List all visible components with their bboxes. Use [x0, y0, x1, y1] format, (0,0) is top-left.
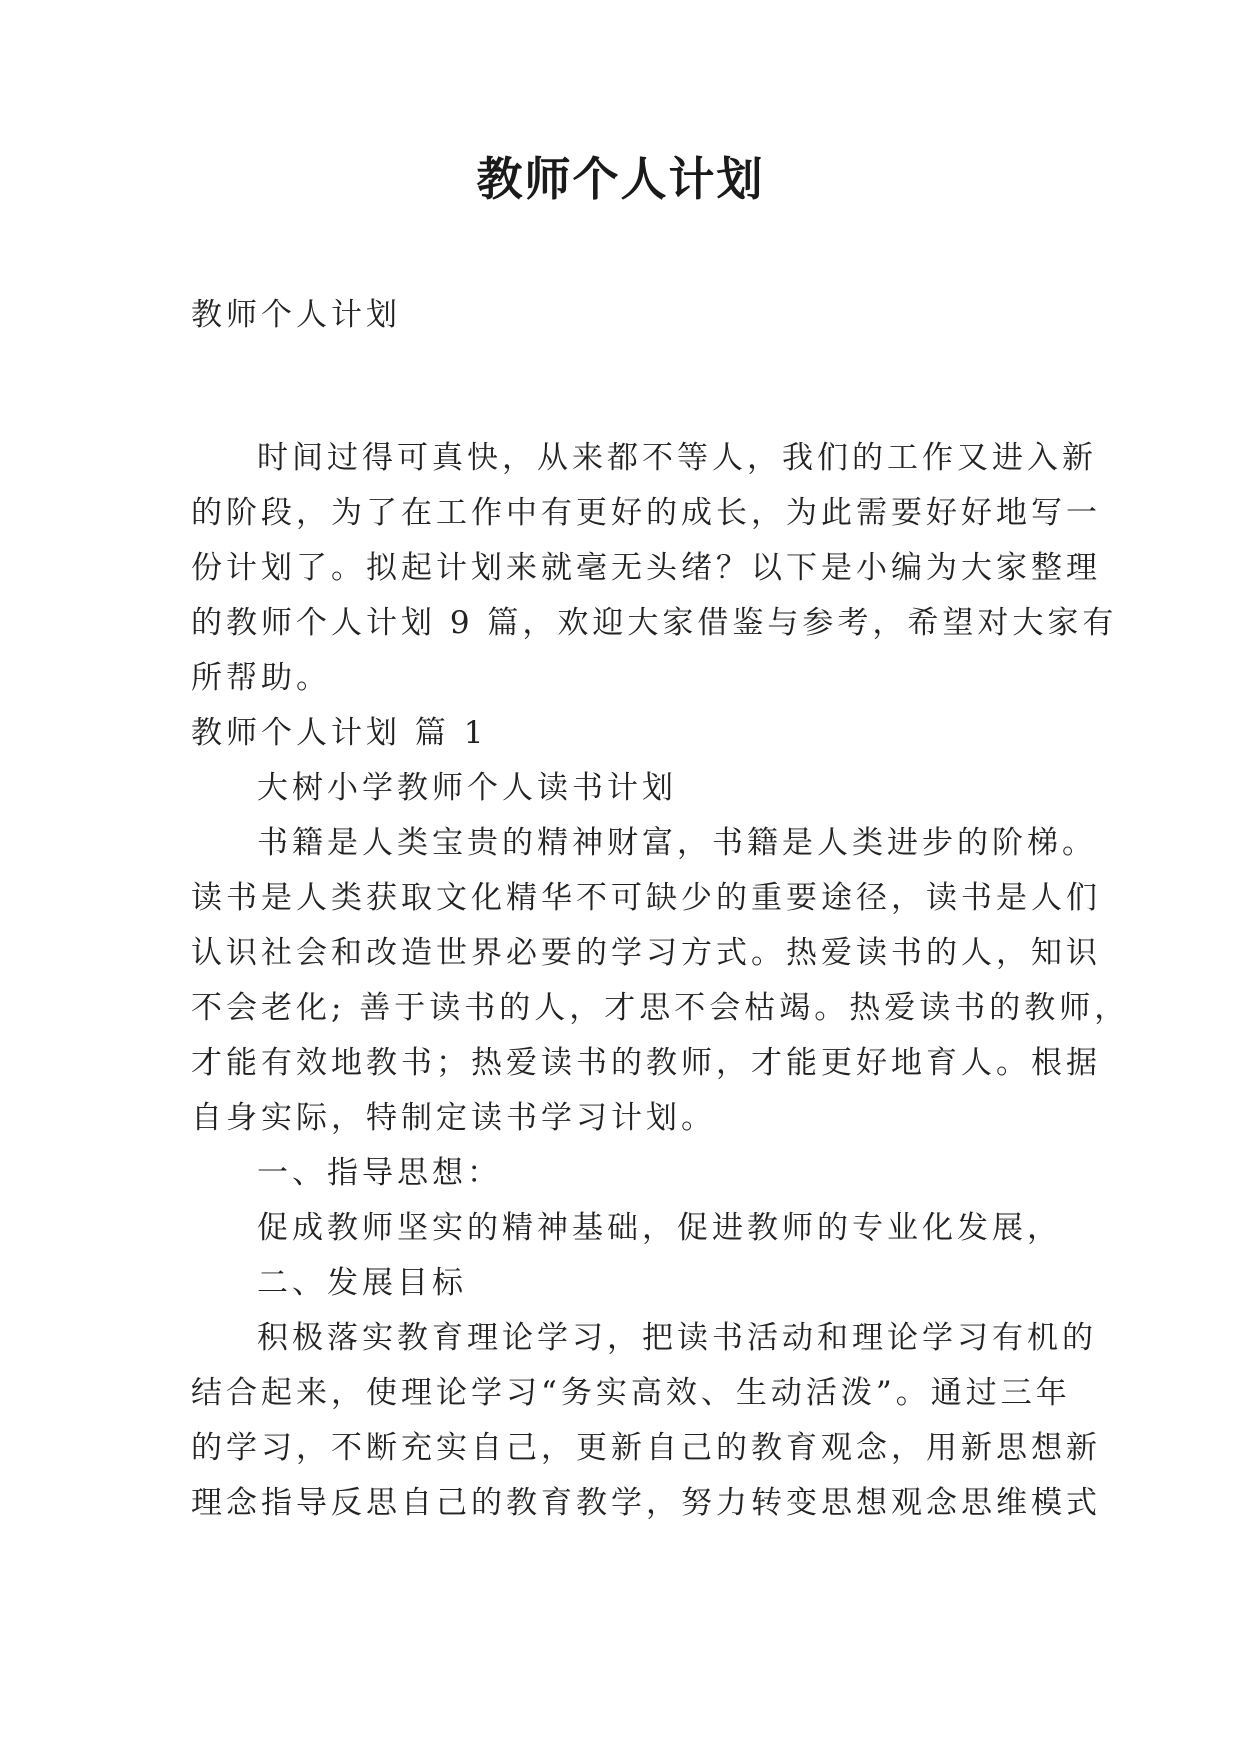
- document-body: [191, 288, 1130, 1531]
- section-heading: 教师个人计划 篇 1: [191, 715, 488, 751]
- reading-paragraph: [191, 816, 1130, 1146]
- paragraph-line: 不会老化; 善于读书的人，才思不会枯竭。热爱读书的教师，: [191, 990, 1130, 1026]
- paragraph-line: 结合起来，使理论学习“务实高效、生动活泼”。通过三年: [191, 1375, 1071, 1411]
- paragraph-line: 的学习，不断充实自己，更新自己的教育观念，用新思想新: [191, 1430, 1101, 1466]
- document-subtitle: 教师个人计划: [191, 297, 401, 333]
- paragraph-line: 才能有效地教书；热爱读书的教师，才能更好地育人。根据: [191, 1045, 1101, 1081]
- guiding-thought-text: 促成教师坚实的精神基础，促进教师的专业化发展，: [257, 1210, 1062, 1246]
- document-title: 教师个人计划: [476, 152, 765, 206]
- paragraph-line: 份计划了。拟起计划来就毫无头绪？以下是小编为大家整理: [191, 550, 1101, 586]
- intro-paragraph: [191, 431, 1118, 706]
- paragraph-line: 理念指导反思自己的教育教学，努力转变思想观念思维模式: [191, 1485, 1101, 1521]
- paragraph-line: 的阶段，为了在工作中有更好的成长，为此需要好好地写一: [191, 495, 1101, 531]
- paragraph-line: 的教师个人计划 9 篇，欢迎大家借鉴与参考，希望对大家有: [191, 605, 1118, 641]
- paragraph-line: 所帮助。: [191, 660, 331, 696]
- paragraph-line: 认识社会和改造世界必要的学习方式。热爱读书的人，知识: [191, 935, 1101, 971]
- goals-paragraph: [191, 1311, 1101, 1531]
- paragraph-line: 读书是人类获取文化精华不可缺少的重要途径，读书是人们: [191, 880, 1101, 916]
- paragraph-line: 自身实际，特制定读书学习计划。: [191, 1100, 716, 1136]
- heading-guiding-thought: 一、指导思想：: [257, 1155, 502, 1191]
- plan-title: 大树小学教师个人读书计划: [257, 770, 677, 806]
- paragraph-line: 时间过得可真快，从来都不等人，我们的工作又进入新: [257, 440, 1097, 476]
- paragraph-line: 书籍是人类宝贵的精神财富，书籍是人类进步的阶梯。: [257, 825, 1097, 861]
- paragraph-line: 积极落实教育理论学习，把读书活动和理论学习有机的: [257, 1320, 1097, 1356]
- heading-development-goals: 二、发展目标: [257, 1265, 467, 1301]
